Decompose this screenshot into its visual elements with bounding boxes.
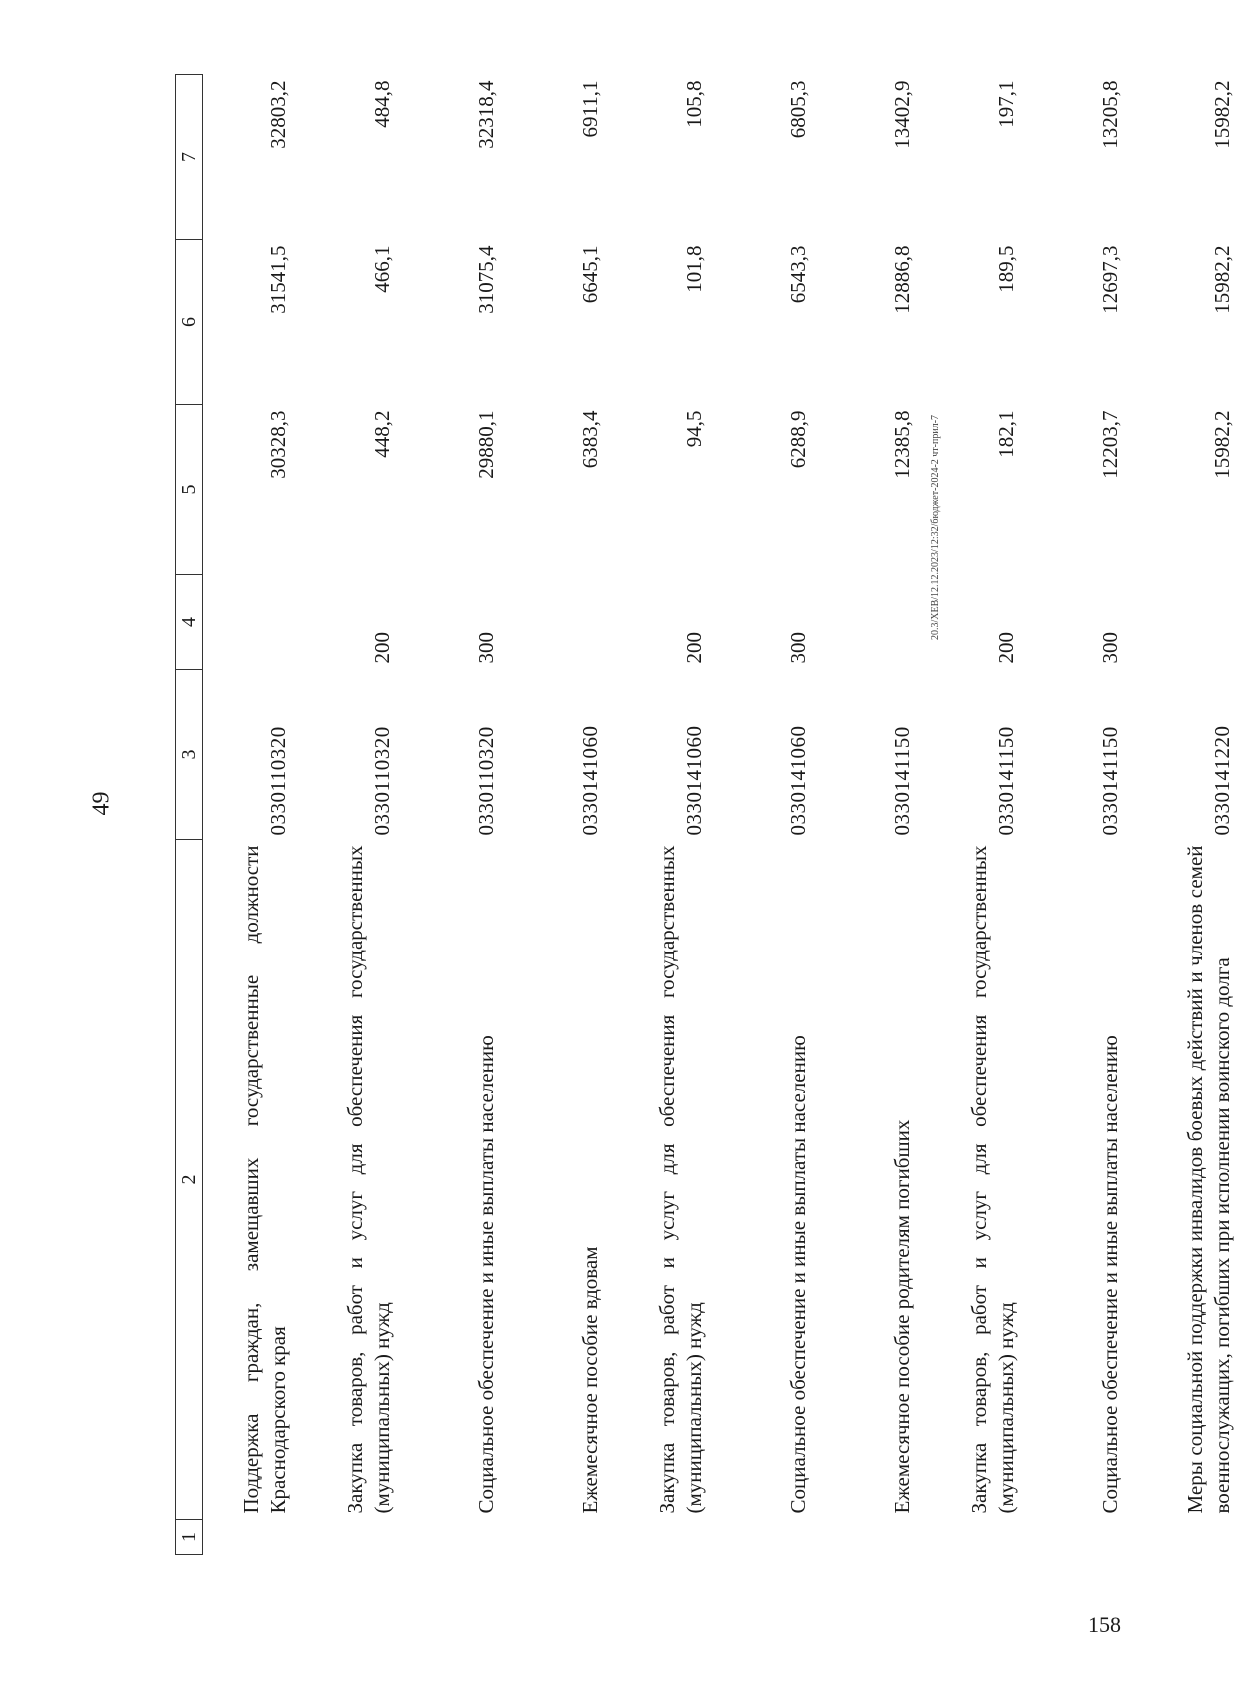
row-type: 200: [370, 632, 395, 664]
row-name: Закупка товаров, работ и услуг для обеспечения государственных (муниципальных) нужд: [342, 845, 395, 1514]
row-value-7: 6911,1: [578, 80, 603, 138]
row-number-cell: [203, 1520, 299, 1555]
row-type: [507, 575, 611, 670]
row-value-5: 12385,8: [890, 410, 915, 479]
row-code: 0330141150: [1098, 726, 1123, 836]
row-name: Закупка товаров, работ и услуг для обеспечения государственных (муниципальных) нужд: [966, 845, 1019, 1514]
row-number-cell: [715, 1520, 819, 1555]
row-number-cell: [403, 1520, 507, 1555]
row-value-7: 15982,2: [1210, 80, 1235, 149]
row-value-5: 30328,3: [266, 410, 291, 479]
table-row: [299, 75, 403, 1555]
table-row: [715, 75, 819, 1555]
row-value-5: 448,2: [370, 410, 395, 458]
table-header-row: [176, 75, 203, 1555]
row-number-cell: [923, 1520, 1027, 1555]
budget-table: [175, 74, 1243, 1555]
row-name: Закупка товаров, работ и услуг для обеспечения государственных (муниципальных) нужд: [654, 845, 707, 1514]
row-value-7: 105,8: [682, 80, 707, 128]
row-code: 0330141150: [890, 726, 915, 836]
row-code: 0330141060: [578, 725, 603, 836]
row-name: Ежемесячное пособие вдовам: [578, 1246, 603, 1514]
row-value-6: 189,5: [994, 245, 1019, 293]
row-type: 300: [786, 632, 811, 664]
row-value-6: 6543,3: [786, 245, 811, 304]
row-name: Поддержка граждан, замещавших государственные должности Краснодарского края: [238, 845, 291, 1514]
row-number-cell: [299, 1520, 403, 1555]
row-code: 0330110320: [266, 726, 291, 836]
row-value-6: 466,1: [370, 245, 395, 293]
document-code: 20.3/ХЕВ/12.12.2023/12:32/бюджет-2024-2 чт-прил-7: [930, 414, 941, 640]
column-header-2: 2: [176, 840, 203, 1520]
row-value-6: 101,8: [682, 245, 707, 293]
row-value-7: 6805,3: [786, 80, 811, 139]
row-code: 0330141220: [1210, 725, 1235, 836]
row-value-5: 6383,4: [578, 410, 603, 469]
column-header-7: 7: [176, 75, 203, 240]
table-row: [819, 75, 923, 1555]
column-header-4: 4: [176, 575, 203, 670]
row-value-5: 12203,7: [1098, 410, 1123, 479]
row-number-cell: [1027, 1520, 1131, 1555]
sheet-number: 158: [1088, 1612, 1121, 1637]
row-value-5: 94,5: [682, 410, 707, 448]
row-code: 0330110320: [474, 726, 499, 836]
row-value-7: 13205,8: [1098, 80, 1123, 149]
table-row: [611, 75, 715, 1555]
row-type: 300: [474, 632, 499, 664]
table-row: [1131, 75, 1243, 1555]
row-number-cell: [819, 1520, 923, 1555]
row-value-7: 32318,4: [474, 80, 499, 149]
row-name: Социальное обеспечение и иные выплаты населению: [1098, 1035, 1123, 1514]
column-header-3: 3: [176, 670, 203, 840]
row-number-cell: [507, 1520, 611, 1555]
row-name: Социальное обеспечение и иные выплаты населению: [786, 1035, 811, 1514]
row-name: Меры социальной поддержки инвалидов боевых действий и членов семей военнослужащих, погибших при исполнении воинского долга: [1182, 845, 1235, 1514]
table-row: [1027, 75, 1131, 1555]
row-value-5: 15982,2: [1210, 410, 1235, 479]
row-value-6: 12697,3: [1098, 245, 1123, 314]
row-code: 0330141060: [786, 725, 811, 836]
row-value-6: 31541,5: [266, 245, 291, 314]
row-name: Социальное обеспечение и иные выплаты населению: [474, 1035, 499, 1514]
row-type: 200: [994, 632, 1019, 664]
column-header-5: 5: [176, 405, 203, 575]
row-name: Ежемесячное пособие родителям погибших: [890, 1119, 915, 1514]
row-type: 200: [682, 632, 707, 664]
table-row: [507, 75, 611, 1555]
rotated-page-content: [175, 75, 1235, 1555]
row-code: 0330110320: [370, 726, 395, 836]
row-value-7: 32803,2: [266, 80, 291, 149]
row-type: [203, 575, 299, 670]
table-row: [403, 75, 507, 1555]
row-code: 0330141060: [682, 725, 707, 836]
row-value-6: 31075,4: [474, 245, 499, 314]
row-code: 0330141150: [994, 726, 1019, 836]
row-value-5: 29880,1: [474, 410, 499, 479]
row-value-7: 484,8: [370, 80, 395, 128]
column-header-6: 6: [176, 240, 203, 405]
row-value-6: 6645,1: [578, 245, 603, 304]
row-type: 300: [1098, 632, 1123, 664]
row-value-7: 197,1: [994, 80, 1019, 128]
row-type: [819, 575, 923, 670]
row-value-6: 12886,8: [890, 245, 915, 314]
row-value-6: 15982,2: [1210, 245, 1235, 314]
row-number-cell: [611, 1520, 715, 1555]
row-type: [1131, 575, 1243, 670]
column-header-1: 1: [176, 1520, 203, 1555]
row-value-5: 182,1: [994, 410, 1019, 458]
row-value-5: 6288,9: [786, 410, 811, 469]
page-number: 49: [88, 791, 115, 816]
table-row: [203, 75, 299, 1555]
row-number-cell: [1131, 1520, 1243, 1555]
row-value-7: 13402,9: [890, 80, 915, 149]
